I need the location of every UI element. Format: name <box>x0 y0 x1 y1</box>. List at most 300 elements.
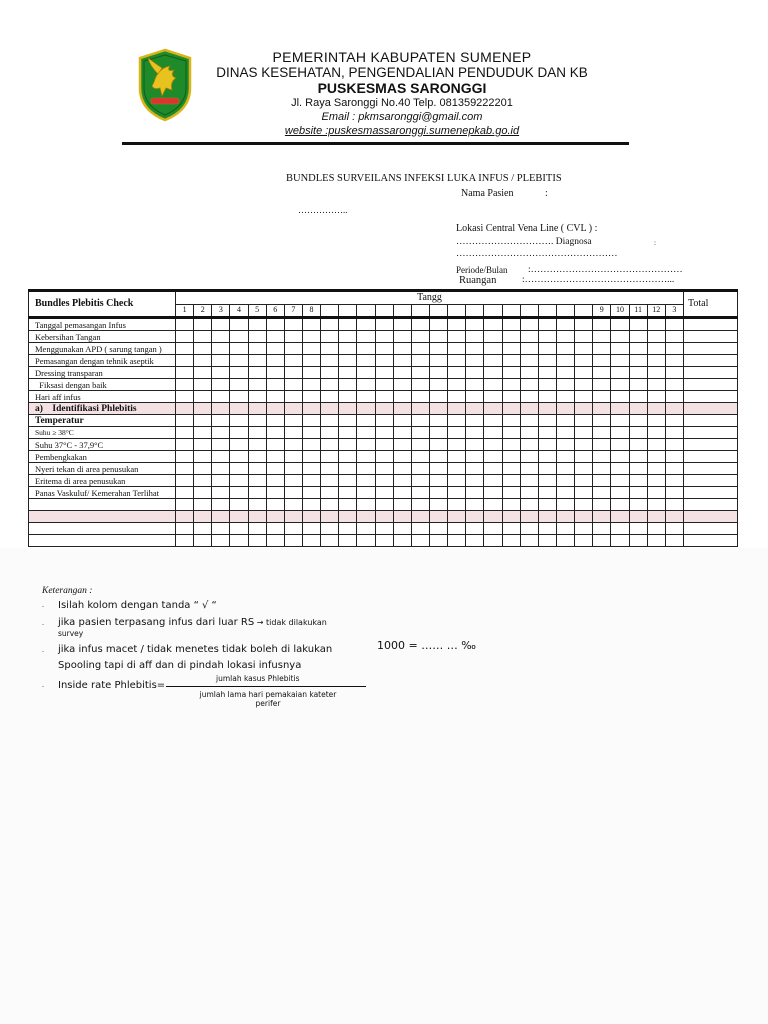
check-cell[interactable] <box>357 463 375 475</box>
check-cell[interactable] <box>393 318 411 331</box>
check-cell[interactable] <box>538 343 556 355</box>
check-cell[interactable] <box>266 487 284 499</box>
check-cell[interactable] <box>484 343 502 355</box>
check-cell[interactable] <box>647 379 665 391</box>
check-cell[interactable] <box>665 475 683 487</box>
check-cell[interactable] <box>466 475 484 487</box>
total-cell[interactable] <box>683 427 737 439</box>
check-cell[interactable] <box>593 499 611 511</box>
check-cell[interactable] <box>375 451 393 463</box>
check-cell[interactable] <box>357 331 375 343</box>
check-cell[interactable] <box>321 355 339 367</box>
check-cell[interactable] <box>321 451 339 463</box>
check-cell[interactable] <box>520 451 538 463</box>
check-cell[interactable] <box>176 343 194 355</box>
diagnosa-dots[interactable]: …………………………………………… <box>456 249 618 259</box>
check-cell[interactable] <box>502 511 520 523</box>
check-cell[interactable] <box>611 487 629 499</box>
check-cell[interactable] <box>339 439 357 451</box>
check-cell[interactable] <box>339 331 357 343</box>
check-cell[interactable] <box>429 439 447 451</box>
check-cell[interactable] <box>520 355 538 367</box>
check-cell[interactable] <box>502 535 520 547</box>
check-cell[interactable] <box>556 367 574 379</box>
check-cell[interactable] <box>284 331 302 343</box>
check-cell[interactable] <box>411 499 429 511</box>
check-cell[interactable] <box>611 343 629 355</box>
check-cell[interactable] <box>284 355 302 367</box>
check-cell[interactable] <box>520 463 538 475</box>
check-cell[interactable] <box>375 379 393 391</box>
check-cell[interactable] <box>393 403 411 415</box>
check-cell[interactable] <box>575 475 593 487</box>
check-cell[interactable] <box>647 475 665 487</box>
check-cell[interactable] <box>484 391 502 403</box>
check-cell[interactable] <box>448 355 466 367</box>
check-cell[interactable] <box>248 463 266 475</box>
check-cell[interactable] <box>629 367 647 379</box>
check-cell[interactable] <box>575 415 593 427</box>
check-cell[interactable] <box>611 318 629 331</box>
check-cell[interactable] <box>230 355 248 367</box>
check-cell[interactable] <box>248 487 266 499</box>
check-cell[interactable] <box>448 451 466 463</box>
check-cell[interactable] <box>411 415 429 427</box>
check-cell[interactable] <box>611 451 629 463</box>
check-cell[interactable] <box>339 499 357 511</box>
check-cell[interactable] <box>411 403 429 415</box>
check-cell[interactable] <box>520 318 538 331</box>
check-cell[interactable] <box>302 318 320 331</box>
check-cell[interactable] <box>448 367 466 379</box>
check-cell[interactable] <box>375 427 393 439</box>
check-cell[interactable] <box>266 463 284 475</box>
check-cell[interactable] <box>357 367 375 379</box>
check-cell[interactable] <box>212 355 230 367</box>
check-cell[interactable] <box>484 318 502 331</box>
check-cell[interactable] <box>302 355 320 367</box>
check-cell[interactable] <box>611 475 629 487</box>
check-cell[interactable] <box>575 318 593 331</box>
check-cell[interactable] <box>429 523 447 535</box>
check-cell[interactable] <box>502 403 520 415</box>
check-cell[interactable] <box>484 331 502 343</box>
check-cell[interactable] <box>520 343 538 355</box>
check-cell[interactable] <box>375 487 393 499</box>
check-cell[interactable] <box>302 499 320 511</box>
check-cell[interactable] <box>575 511 593 523</box>
check-cell[interactable] <box>466 439 484 451</box>
check-cell[interactable] <box>629 391 647 403</box>
check-cell[interactable] <box>357 535 375 547</box>
check-cell[interactable] <box>629 343 647 355</box>
check-cell[interactable] <box>665 535 683 547</box>
check-cell[interactable] <box>520 427 538 439</box>
check-cell[interactable] <box>284 403 302 415</box>
check-cell[interactable] <box>339 379 357 391</box>
check-cell[interactable] <box>575 391 593 403</box>
check-cell[interactable] <box>484 427 502 439</box>
check-cell[interactable] <box>375 343 393 355</box>
check-cell[interactable] <box>357 403 375 415</box>
check-cell[interactable] <box>393 391 411 403</box>
check-cell[interactable] <box>448 415 466 427</box>
check-cell[interactable] <box>321 511 339 523</box>
check-cell[interactable] <box>429 535 447 547</box>
check-cell[interactable] <box>466 415 484 427</box>
check-cell[interactable] <box>248 318 266 331</box>
check-cell[interactable] <box>302 511 320 523</box>
check-cell[interactable] <box>593 355 611 367</box>
check-cell[interactable] <box>665 367 683 379</box>
check-cell[interactable] <box>429 367 447 379</box>
check-cell[interactable] <box>194 415 212 427</box>
check-cell[interactable] <box>556 379 574 391</box>
check-cell[interactable] <box>575 331 593 343</box>
check-cell[interactable] <box>284 391 302 403</box>
check-cell[interactable] <box>466 511 484 523</box>
check-cell[interactable] <box>647 439 665 451</box>
check-cell[interactable] <box>502 463 520 475</box>
check-cell[interactable] <box>665 343 683 355</box>
check-cell[interactable] <box>665 463 683 475</box>
check-cell[interactable] <box>266 355 284 367</box>
check-cell[interactable] <box>448 439 466 451</box>
check-cell[interactable] <box>665 391 683 403</box>
check-cell[interactable] <box>302 379 320 391</box>
check-cell[interactable] <box>321 475 339 487</box>
check-cell[interactable] <box>339 415 357 427</box>
check-cell[interactable] <box>556 535 574 547</box>
check-cell[interactable] <box>339 367 357 379</box>
check-cell[interactable] <box>556 343 574 355</box>
check-cell[interactable] <box>284 535 302 547</box>
check-cell[interactable] <box>339 391 357 403</box>
check-cell[interactable] <box>357 391 375 403</box>
check-cell[interactable] <box>466 463 484 475</box>
check-cell[interactable] <box>230 331 248 343</box>
check-cell[interactable] <box>230 451 248 463</box>
check-cell[interactable] <box>411 475 429 487</box>
check-cell[interactable] <box>176 355 194 367</box>
check-cell[interactable] <box>230 523 248 535</box>
check-cell[interactable] <box>593 511 611 523</box>
check-cell[interactable] <box>575 463 593 475</box>
check-cell[interactable] <box>611 499 629 511</box>
check-cell[interactable] <box>556 403 574 415</box>
check-cell[interactable] <box>593 379 611 391</box>
check-cell[interactable] <box>302 403 320 415</box>
check-cell[interactable] <box>321 403 339 415</box>
check-cell[interactable] <box>466 355 484 367</box>
check-cell[interactable] <box>611 523 629 535</box>
check-cell[interactable] <box>484 463 502 475</box>
check-cell[interactable] <box>194 523 212 535</box>
check-cell[interactable] <box>538 391 556 403</box>
check-cell[interactable] <box>230 439 248 451</box>
check-cell[interactable] <box>393 523 411 535</box>
check-cell[interactable] <box>629 511 647 523</box>
check-cell[interactable] <box>375 391 393 403</box>
check-cell[interactable] <box>375 535 393 547</box>
check-cell[interactable] <box>538 318 556 331</box>
check-cell[interactable] <box>448 379 466 391</box>
check-cell[interactable] <box>611 511 629 523</box>
check-cell[interactable] <box>321 367 339 379</box>
check-cell[interactable] <box>339 427 357 439</box>
check-cell[interactable] <box>375 439 393 451</box>
check-cell[interactable] <box>647 499 665 511</box>
check-cell[interactable] <box>176 367 194 379</box>
check-cell[interactable] <box>411 379 429 391</box>
check-cell[interactable] <box>339 403 357 415</box>
check-cell[interactable] <box>647 355 665 367</box>
check-cell[interactable] <box>375 511 393 523</box>
check-cell[interactable] <box>611 403 629 415</box>
check-cell[interactable] <box>266 451 284 463</box>
check-cell[interactable] <box>393 415 411 427</box>
check-cell[interactable] <box>411 391 429 403</box>
total-cell[interactable] <box>683 367 737 379</box>
check-cell[interactable] <box>266 331 284 343</box>
check-cell[interactable] <box>302 439 320 451</box>
check-cell[interactable] <box>411 331 429 343</box>
check-cell[interactable] <box>665 403 683 415</box>
check-cell[interactable] <box>393 367 411 379</box>
check-cell[interactable] <box>429 379 447 391</box>
check-cell[interactable] <box>230 367 248 379</box>
check-cell[interactable] <box>538 379 556 391</box>
check-cell[interactable] <box>520 535 538 547</box>
check-cell[interactable] <box>339 487 357 499</box>
check-cell[interactable] <box>321 463 339 475</box>
check-cell[interactable] <box>194 451 212 463</box>
check-cell[interactable] <box>393 355 411 367</box>
check-cell[interactable] <box>448 427 466 439</box>
check-cell[interactable] <box>321 487 339 499</box>
check-cell[interactable] <box>194 535 212 547</box>
check-cell[interactable] <box>629 475 647 487</box>
total-cell[interactable] <box>683 499 737 511</box>
check-cell[interactable] <box>248 379 266 391</box>
check-cell[interactable] <box>429 499 447 511</box>
check-cell[interactable] <box>212 343 230 355</box>
check-cell[interactable] <box>339 463 357 475</box>
check-cell[interactable] <box>593 318 611 331</box>
check-cell[interactable] <box>266 535 284 547</box>
check-cell[interactable] <box>429 355 447 367</box>
check-cell[interactable] <box>520 475 538 487</box>
check-cell[interactable] <box>393 499 411 511</box>
check-cell[interactable] <box>194 355 212 367</box>
check-cell[interactable] <box>194 391 212 403</box>
total-cell[interactable] <box>683 451 737 463</box>
check-cell[interactable] <box>448 463 466 475</box>
check-cell[interactable] <box>629 523 647 535</box>
check-cell[interactable] <box>248 511 266 523</box>
check-cell[interactable] <box>176 391 194 403</box>
check-cell[interactable] <box>357 451 375 463</box>
check-cell[interactable] <box>248 523 266 535</box>
check-cell[interactable] <box>429 451 447 463</box>
check-cell[interactable] <box>212 451 230 463</box>
total-cell[interactable] <box>683 487 737 499</box>
check-cell[interactable] <box>538 331 556 343</box>
check-cell[interactable] <box>429 463 447 475</box>
check-cell[interactable] <box>212 427 230 439</box>
check-cell[interactable] <box>194 487 212 499</box>
check-cell[interactable] <box>339 318 357 331</box>
check-cell[interactable] <box>357 475 375 487</box>
check-cell[interactable] <box>448 343 466 355</box>
check-cell[interactable] <box>538 427 556 439</box>
check-cell[interactable] <box>194 318 212 331</box>
ruangan-field[interactable]: :………………………………………... <box>522 275 675 285</box>
check-cell[interactable] <box>375 403 393 415</box>
total-cell[interactable] <box>683 535 737 547</box>
check-cell[interactable] <box>194 331 212 343</box>
check-cell[interactable] <box>284 463 302 475</box>
check-cell[interactable] <box>194 379 212 391</box>
check-cell[interactable] <box>647 318 665 331</box>
check-cell[interactable] <box>466 403 484 415</box>
check-cell[interactable] <box>629 318 647 331</box>
check-cell[interactable] <box>502 331 520 343</box>
check-cell[interactable] <box>284 511 302 523</box>
check-cell[interactable] <box>411 439 429 451</box>
check-cell[interactable] <box>339 511 357 523</box>
check-cell[interactable] <box>502 499 520 511</box>
check-cell[interactable] <box>556 523 574 535</box>
check-cell[interactable] <box>266 367 284 379</box>
check-cell[interactable] <box>194 511 212 523</box>
check-cell[interactable] <box>176 439 194 451</box>
check-cell[interactable] <box>448 391 466 403</box>
check-cell[interactable] <box>194 475 212 487</box>
check-cell[interactable] <box>466 318 484 331</box>
check-cell[interactable] <box>556 451 574 463</box>
check-cell[interactable] <box>575 427 593 439</box>
check-cell[interactable] <box>212 403 230 415</box>
check-cell[interactable] <box>520 439 538 451</box>
total-cell[interactable] <box>683 475 737 487</box>
check-cell[interactable] <box>375 463 393 475</box>
total-cell[interactable] <box>683 318 737 331</box>
check-cell[interactable] <box>556 318 574 331</box>
check-cell[interactable] <box>575 439 593 451</box>
check-cell[interactable] <box>357 499 375 511</box>
check-cell[interactable] <box>339 451 357 463</box>
check-cell[interactable] <box>375 475 393 487</box>
check-cell[interactable] <box>466 343 484 355</box>
check-cell[interactable] <box>194 499 212 511</box>
check-cell[interactable] <box>593 331 611 343</box>
check-cell[interactable] <box>248 451 266 463</box>
check-cell[interactable] <box>176 487 194 499</box>
check-cell[interactable] <box>484 499 502 511</box>
check-cell[interactable] <box>556 463 574 475</box>
check-cell[interactable] <box>393 535 411 547</box>
check-cell[interactable] <box>665 331 683 343</box>
check-cell[interactable] <box>357 487 375 499</box>
check-cell[interactable] <box>266 511 284 523</box>
check-cell[interactable] <box>321 391 339 403</box>
check-cell[interactable] <box>593 451 611 463</box>
check-cell[interactable] <box>593 343 611 355</box>
check-cell[interactable] <box>194 367 212 379</box>
check-cell[interactable] <box>520 331 538 343</box>
check-cell[interactable] <box>556 331 574 343</box>
check-cell[interactable] <box>176 523 194 535</box>
check-cell[interactable] <box>230 499 248 511</box>
check-cell[interactable] <box>665 379 683 391</box>
check-cell[interactable] <box>248 367 266 379</box>
check-cell[interactable] <box>647 511 665 523</box>
check-cell[interactable] <box>266 391 284 403</box>
check-cell[interactable] <box>212 331 230 343</box>
check-cell[interactable] <box>212 487 230 499</box>
total-cell[interactable] <box>683 439 737 451</box>
check-cell[interactable] <box>466 331 484 343</box>
check-cell[interactable] <box>538 487 556 499</box>
check-cell[interactable] <box>212 499 230 511</box>
check-cell[interactable] <box>339 535 357 547</box>
check-cell[interactable] <box>429 391 447 403</box>
check-cell[interactable] <box>411 343 429 355</box>
check-cell[interactable] <box>466 487 484 499</box>
check-cell[interactable] <box>266 475 284 487</box>
check-cell[interactable] <box>393 343 411 355</box>
check-cell[interactable] <box>248 403 266 415</box>
check-cell[interactable] <box>520 379 538 391</box>
check-cell[interactable] <box>611 463 629 475</box>
check-cell[interactable] <box>393 475 411 487</box>
check-cell[interactable] <box>212 415 230 427</box>
check-cell[interactable] <box>466 379 484 391</box>
check-cell[interactable] <box>575 499 593 511</box>
check-cell[interactable] <box>429 427 447 439</box>
check-cell[interactable] <box>230 427 248 439</box>
check-cell[interactable] <box>321 535 339 547</box>
check-cell[interactable] <box>302 475 320 487</box>
check-cell[interactable] <box>611 367 629 379</box>
check-cell[interactable] <box>248 499 266 511</box>
check-cell[interactable] <box>429 343 447 355</box>
check-cell[interactable] <box>212 523 230 535</box>
check-cell[interactable] <box>429 487 447 499</box>
check-cell[interactable] <box>484 451 502 463</box>
check-cell[interactable] <box>556 487 574 499</box>
check-cell[interactable] <box>194 403 212 415</box>
check-cell[interactable] <box>593 535 611 547</box>
check-cell[interactable] <box>502 523 520 535</box>
check-cell[interactable] <box>176 403 194 415</box>
check-cell[interactable] <box>194 427 212 439</box>
total-cell[interactable] <box>683 403 737 415</box>
check-cell[interactable] <box>484 355 502 367</box>
check-cell[interactable] <box>266 379 284 391</box>
check-cell[interactable] <box>629 535 647 547</box>
check-cell[interactable] <box>466 523 484 535</box>
check-cell[interactable] <box>230 403 248 415</box>
total-cell[interactable] <box>683 391 737 403</box>
check-cell[interactable] <box>230 475 248 487</box>
check-cell[interactable] <box>411 367 429 379</box>
check-cell[interactable] <box>466 367 484 379</box>
check-cell[interactable] <box>520 415 538 427</box>
check-cell[interactable] <box>375 367 393 379</box>
check-cell[interactable] <box>248 331 266 343</box>
